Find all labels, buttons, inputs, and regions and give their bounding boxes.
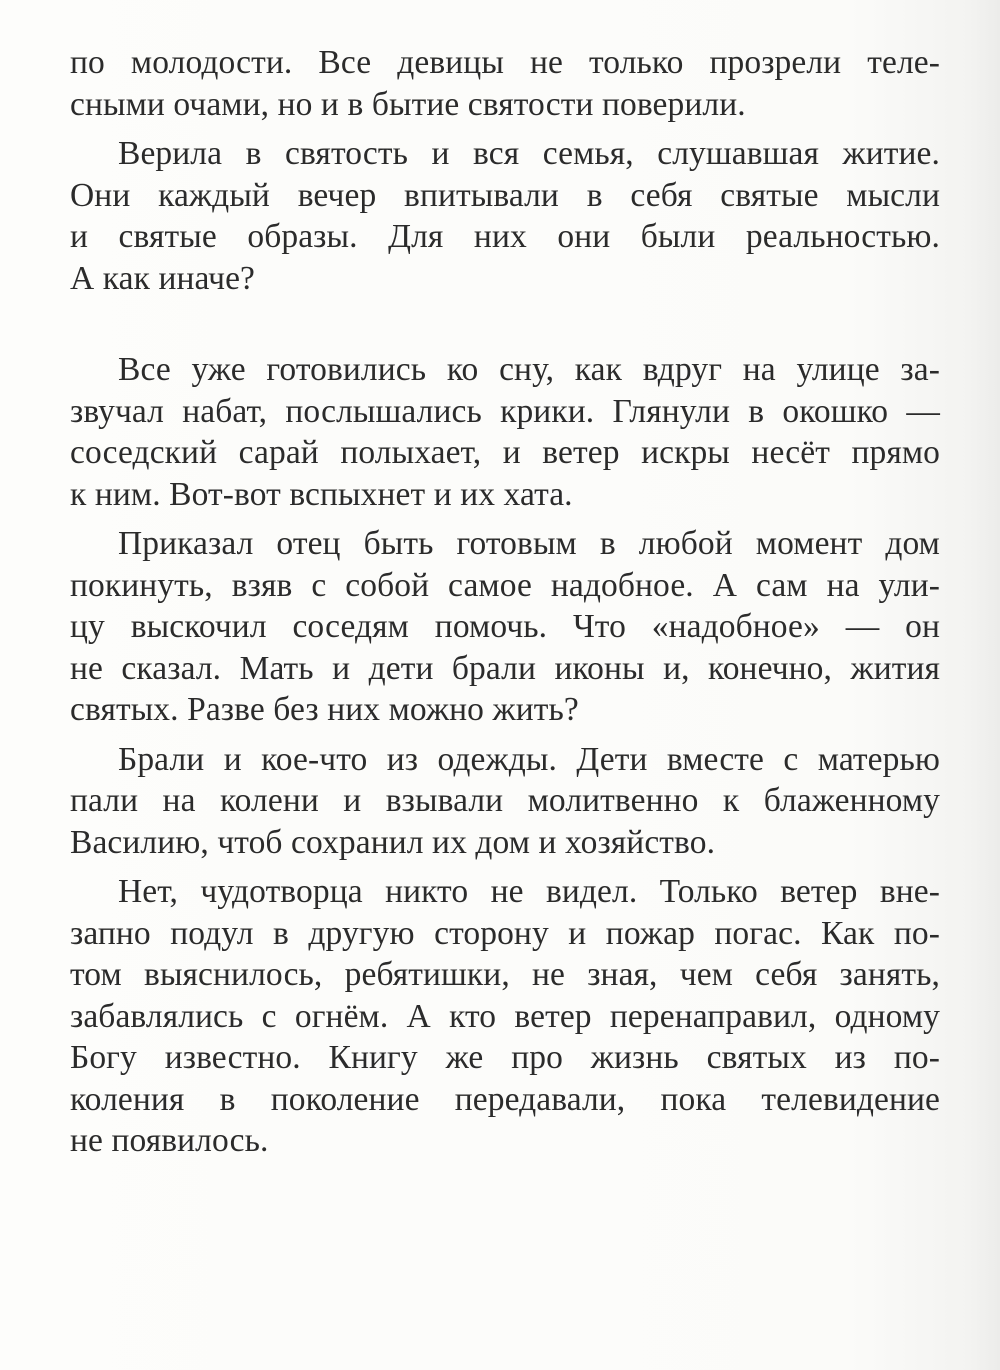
paragraph-5 xyxy=(70,739,940,864)
text-line: Верила в святость и вся семья, слушавшая житие. xyxy=(118,135,940,172)
paragraph-6 xyxy=(70,871,940,1162)
text-line: Они каждый вечер впитывали в себя святые мысли xyxy=(70,176,940,214)
text-line: Брали и кое-что из одежды. Дети вместе с матерью xyxy=(118,740,940,778)
paragraph-3 xyxy=(70,349,940,515)
text-line: к ним. Вот-вот вспыхнет и их хата. xyxy=(70,475,573,513)
paragraph-1 xyxy=(70,42,940,125)
text-line: святых. Разве без них можно жить? xyxy=(70,691,579,728)
text-line: и святые образы. Для них они были реальностью. xyxy=(70,218,940,255)
page-text xyxy=(70,42,940,1162)
text-line: запно подул в другую сторону и пожар погас. Как по- xyxy=(70,914,940,952)
text-line: коления в поколение передавали, пока телевидение xyxy=(70,1080,940,1118)
text-line: А как иначе? xyxy=(70,259,256,297)
text-line: Богу известно. Книгу же про жизнь святых из по- xyxy=(70,1039,940,1076)
text-line: звучал набат, послышались крики. Глянули в окошко — xyxy=(70,392,940,430)
text-line: не появилось. xyxy=(70,1122,269,1159)
text-line: соседский сарай полыхает, и ветер искры несёт прямо xyxy=(70,434,940,471)
text-line: забавлялись с огнём. А кто ветер перенаправил, одному xyxy=(70,997,940,1035)
text-line: том выяснилось, ребятишки, не зная, чем себя занять, xyxy=(70,956,940,993)
text-line: сными очами, но и в бытие святости поверили. xyxy=(70,85,746,123)
paragraph-4 xyxy=(70,523,940,731)
section-break xyxy=(70,299,940,349)
text-line: Все уже готовились ко сну, как вдруг на улице за- xyxy=(118,351,940,388)
text-line: по молодости. Все девицы не только прозрели теле- xyxy=(70,44,940,81)
text-line: не сказал. Мать и дети брали иконы и, конечно, жития xyxy=(70,649,940,687)
paragraph-2 xyxy=(70,133,940,299)
text-line: Нет, чудотворца никто не видел. Только ветер вне- xyxy=(118,873,940,910)
text-line: Приказал отец быть готовым в любой момент дом xyxy=(118,525,940,562)
text-line: цу выскочил соседям помочь. Что «надобное» — он xyxy=(70,608,940,645)
text-line: покинуть, взяв с собой самое надобное. А сам на ули- xyxy=(70,566,940,604)
text-line: пали на колени и взывали молитвенно к блаженному xyxy=(70,782,940,819)
text-line: Василию, чтоб сохранил их дом и хозяйство. xyxy=(70,823,716,861)
